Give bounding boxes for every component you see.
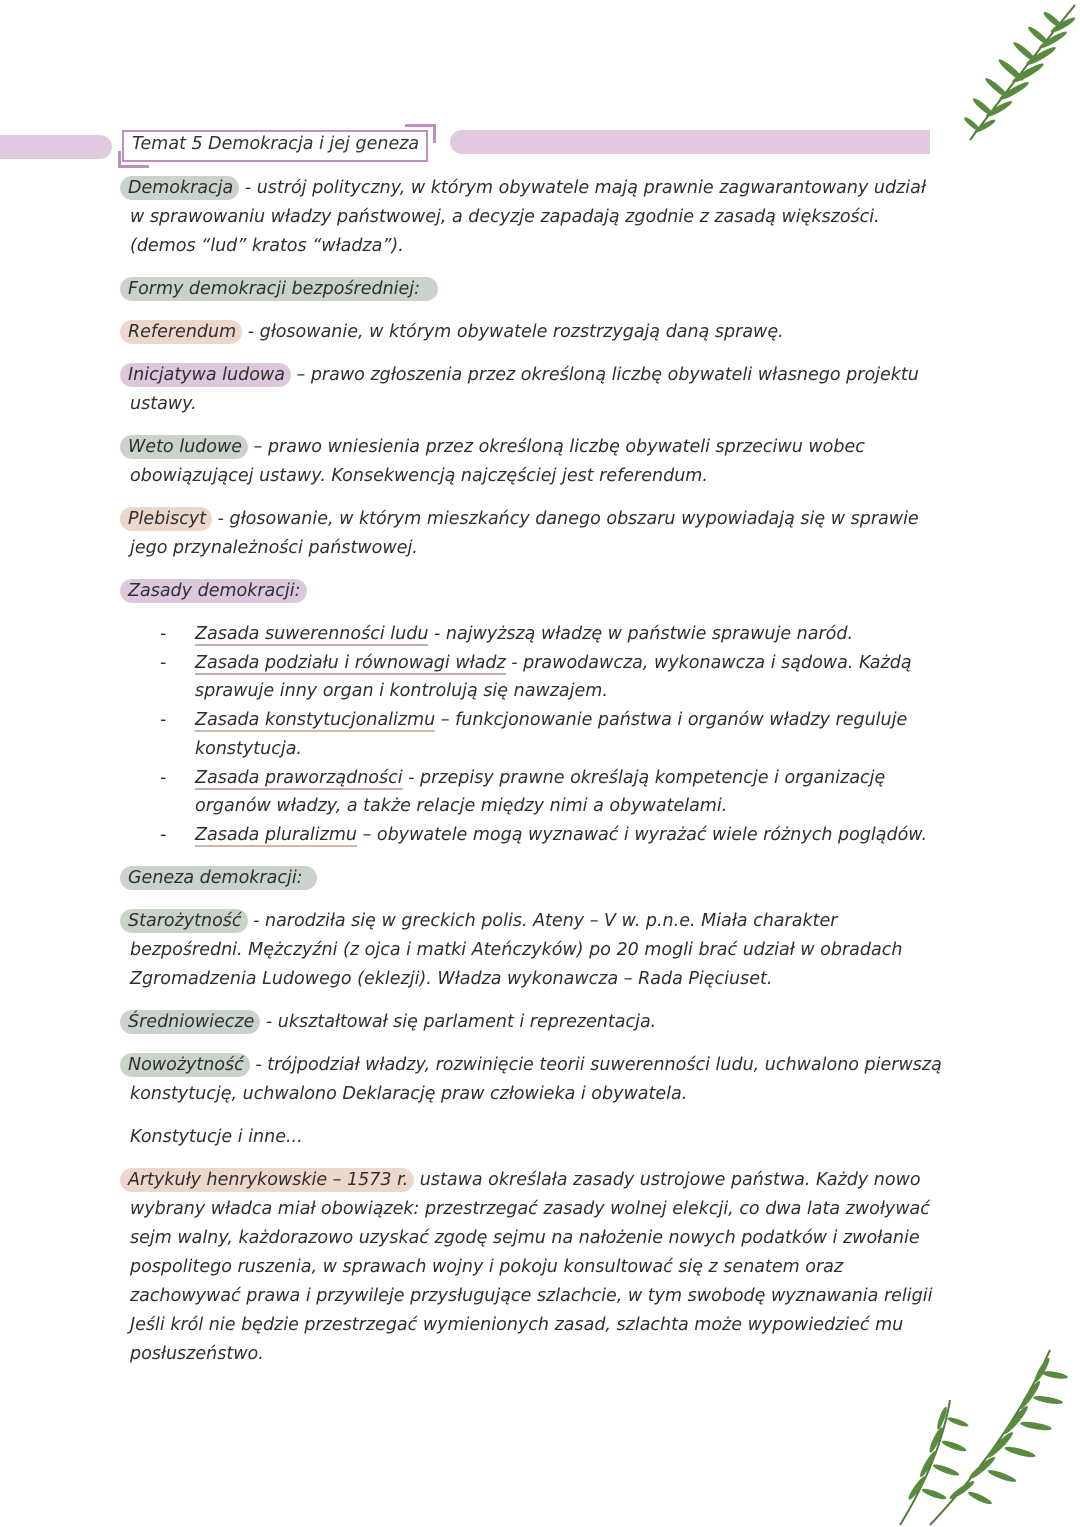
formy-heading: Formy demokracji bezpośredniej: (130, 275, 438, 304)
konstytucje-heading: Konstytucje i inne... (130, 1127, 303, 1147)
term-referendum: Referendum (120, 320, 242, 344)
term-sredniowiecze: Średniowiecze (120, 1010, 260, 1034)
definition-plebiscyt: Plebiscyt - głosowanie, w którym mieszkańcy danego obszaru wypowiadają się w sprawie jego przynależności państwowej. (130, 505, 919, 563)
term-starozytnosc: Starożytność (120, 909, 248, 933)
definition-demokracja: Demokracja - ustrój polityczny, w którym obywatele mają prawnie zagwarantowany udział w sprawowaniu władzy państwowej, a decyzje zapadają zgodnie z zasadą większości. (demos “lud” kratos “władza”). (130, 174, 926, 261)
geneza-heading: Geneza demokracji: (130, 864, 317, 893)
definition-artykuly: Artykuły henrykowskie – 1573 r. ustawa określała zasady ustrojowe państwa. Każdy nowo wybrany władca miał obowiązek: przestrzegać zasady wolnej elekcji, co dwa lata zwoływać sejm walny, każdorazowo uzyskać zgodę sejmu na nałożenie nowych podatków i zwołanie pospolitego ruszenia, w sprawach wojny i pokoju konsultować się z senatem oraz zachowywać prawa i przywileje przysługujące szlachcie, w tym swobodę wyznawania religii Jeśli król nie będzie przestrzegać wymienionych zasad, szlachta może wypowiedzieć mu posłuszeństwo. (130, 1166, 932, 1369)
definition-inicjatywa: Inicjatywa ludowa – prawo zgłoszenia przez określoną liczbę obywateli własnego projektu ustawy. (130, 361, 919, 419)
term-nowozytnosc: Nowożytność (120, 1053, 250, 1077)
list-item: - Zasada pluralizmu – obywatele mogą wyznawać i wyrażać wiele różnych poglądów. (160, 824, 928, 845)
definition-starozytnosc: Starożytność - narodziła się w greckich polis. Ateny – V w. p.n.e. Miała charakter bezpośredni. Mężczyźni (z ojca i matki Ateńczyków) po 20 mogli brać udział w obradach Zgromadzenia Ludowego (eklezji). Władza wykonawcza – Rada Pięciuset. (130, 907, 902, 994)
list-item: - Zasada konstytucjonalizmu – funkcjonowanie państwa i organów władzy reguluje konstytucja. (160, 710, 908, 759)
title-frame (118, 124, 436, 164)
fern-top-icon (935, 0, 1080, 150)
term-inicjatywa: Inicjatywa ludowa (120, 363, 291, 387)
list-item: - Zasada podziału i równowagi władz - prawodawcza, wykonawcza i sądowa. Każdą sprawuje inny organ i kontrolują się nawzajem. (160, 652, 912, 702)
definition-referendum: Referendum - głosowanie, w którym obywatele rozstrzygają daną sprawę. (130, 318, 784, 347)
term-artykuly: Artykuły henrykowskie – 1573 r. (120, 1168, 414, 1192)
zasady-heading: Zasady demokracji: (130, 577, 307, 606)
term-plebiscyt: Plebiscyt (120, 507, 212, 531)
list-item: - Zasada praworządności - przepisy prawne określają kompetencje i organizację organów władzy, a także relacje między nimi a obywatelami. (160, 767, 886, 817)
term-demokracja: Demokracja (120, 176, 239, 200)
list-item: - Zasada suwerenności ludu - najwyższą władzę w państwie sprawuje naród. (160, 624, 854, 644)
definition-nowozytnosc: Nowożytność - trójpodział władzy, rozwinięcie teorii suwerenności ludu, uchwalono pierwszą konstytucję, uchwalono Deklarację praw człowieka i obywatela. (130, 1051, 942, 1109)
page-title: Temat 5 Demokracja i jej geneza (132, 134, 420, 154)
definition-sredniowiecze: Średniowiecze - ukształtował się parlament i reprezentacja. (130, 1008, 656, 1037)
header-bar-right (450, 130, 930, 154)
zasady-list (160, 620, 927, 850)
definition-weto: Weto ludowe – prawo wniesienia przez określoną liczbę obywateli sprzeciwu wobec obowiązującej ustawy. Konsekwencją najczęściej jest referendum. (130, 433, 865, 491)
term-weto: Weto ludowe (120, 435, 248, 459)
header-bar-left (0, 135, 112, 159)
